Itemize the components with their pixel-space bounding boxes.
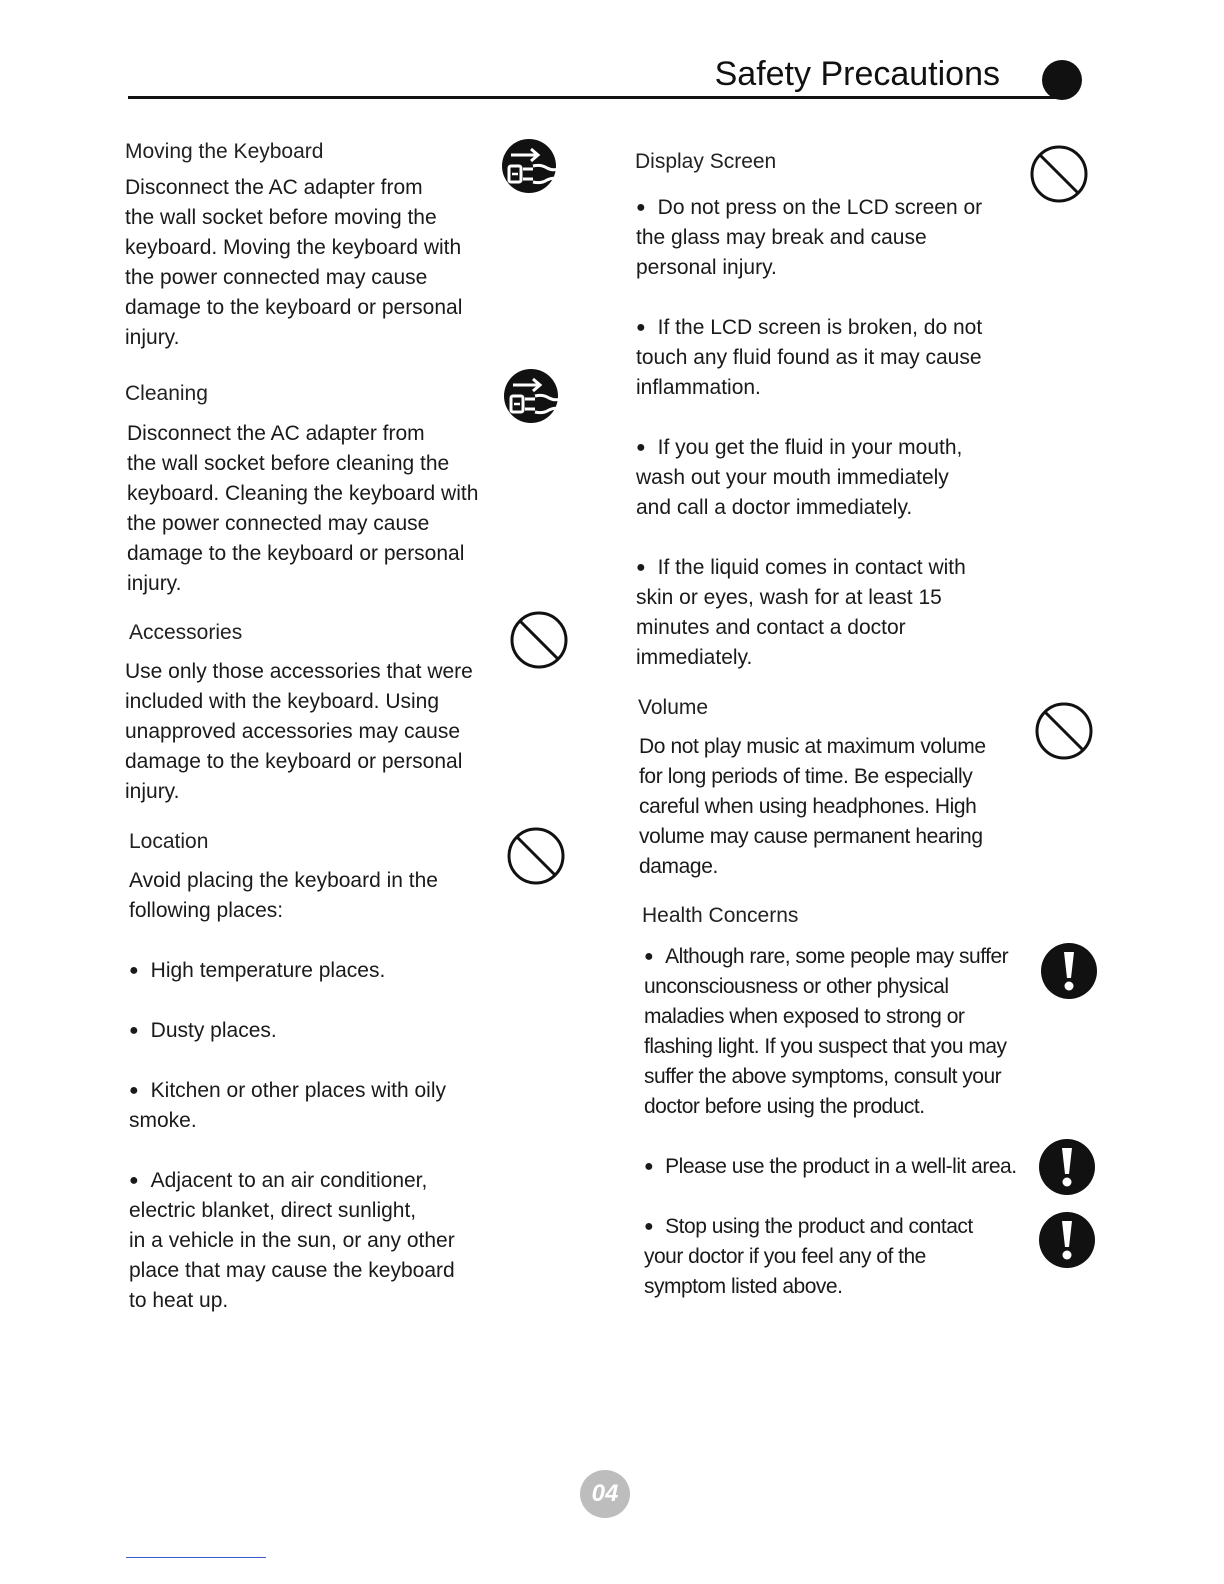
list-item: ● If the LCD screen is broken, do not touch any fluid found as it may cause inflammation.	[636, 313, 982, 403]
section-text-volume: Do not play music at maximum volume for long periods of time. Be especially careful when using headphones. High volume may cause permanent hearing damage.	[639, 735, 986, 878]
unplug-icon	[503, 368, 561, 426]
header-dot	[1042, 60, 1082, 100]
prohibited-icon	[1033, 700, 1095, 762]
section-title-volume: Volume	[638, 696, 709, 719]
list-item: ● If the liquid comes in contact with skin or eyes, wash for at least 15 minutes and contact a doctor immediately.	[636, 553, 966, 673]
prohibited-icon	[1028, 143, 1090, 205]
list-item: ● Adjacent to an air conditioner, electric blanket, direct sunlight, in a vehicle in the sun, or any other place that may cause the keyboard to heat up.	[129, 1166, 455, 1316]
list-item: ● Please use the product in a well-lit area.	[644, 1152, 1017, 1182]
footer-rule	[126, 1557, 266, 1558]
list-item: ● Stop using the product and contact your doctor if you feel any of the symptom listed above.	[644, 1212, 973, 1302]
warning-exclamation-icon	[1038, 1138, 1096, 1196]
section-title-health: Health Concerns	[642, 904, 799, 927]
section-title-cleaning: Cleaning	[125, 382, 208, 405]
section-title-display: Display Screen	[635, 150, 777, 173]
header-rule	[128, 96, 1056, 99]
list-item: ● High temperature places.	[129, 956, 385, 986]
list-item: ● Kitchen or other places with oily smoke.	[129, 1076, 446, 1136]
list-item: ● If you get the fluid in your mouth, wash out your mouth immediately and call a doctor immediately.	[636, 433, 962, 523]
page-title: Safety Precautions	[714, 55, 1000, 93]
list-item: ● Although rare, some people may suffer unconsciousness or other physical maladies when exposed to strong or flashing light. If you suspect that you may suffer the above symptoms, consult your doctor before using the product.	[644, 942, 1008, 1122]
unplug-icon	[501, 138, 559, 196]
warning-exclamation-icon	[1038, 1211, 1096, 1269]
section-title-moving: Moving the Keyboard	[125, 140, 324, 163]
section-text-cleaning: Disconnect the AC adapter from the wall socket before cleaning the keyboard. Cleaning the keyboard with the power connected may cause damage to the keyboard or personal injury.	[127, 422, 479, 595]
section-title-location: Location	[129, 830, 209, 853]
section-text-location: Avoid placing the keyboard in the following places:	[129, 869, 438, 922]
prohibited-icon	[505, 825, 567, 887]
section-text-accessories: Use only those accessories that were included with the keyboard. Using unapproved accessories may cause damage to the keyboard or personal injury.	[125, 660, 473, 803]
warning-exclamation-icon	[1040, 942, 1098, 1000]
section-title-accessories: Accessories	[129, 621, 243, 644]
page-number: 04	[580, 1470, 630, 1518]
list-item: ● Do not press on the LCD screen or the glass may break and cause personal injury.	[636, 193, 982, 283]
section-text-moving: Disconnect the AC adapter from the wall socket before moving the keyboard. Moving the keyboard with the power connected may cause damage to the keyboard or personal injury.	[125, 176, 463, 349]
list-item: ● Dusty places.	[129, 1016, 277, 1046]
prohibited-icon	[508, 609, 570, 671]
